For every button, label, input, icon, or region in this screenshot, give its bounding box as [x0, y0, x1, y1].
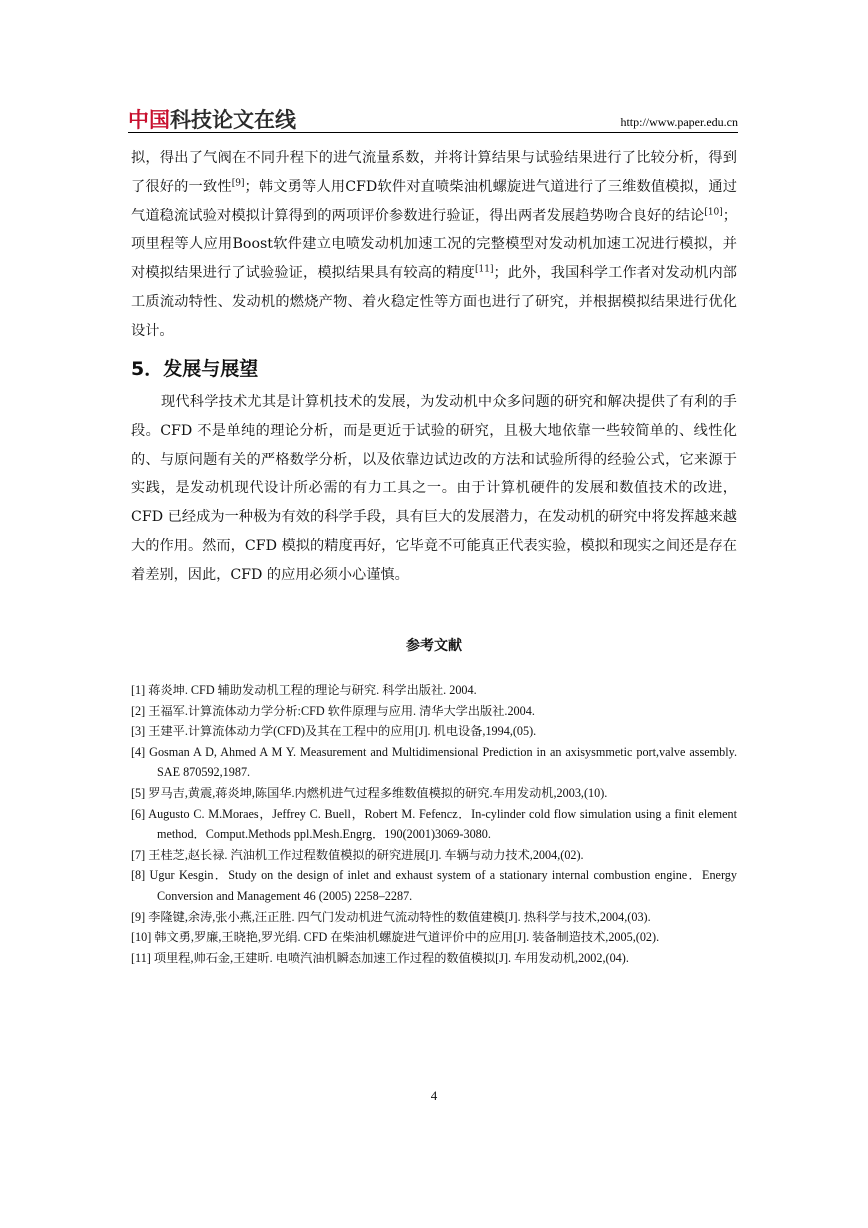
page-number: 4	[430, 1088, 438, 1103]
citation-9: [9]	[231, 178, 245, 189]
logo-dark-text: 科技论文在线	[170, 108, 296, 132]
reference-item: [4] Gosman A D, Ahmed A M Y. Measurement and Multidimensional Prediction in an axisysmmetic port,valve assembly. SAE 870592,1987.	[131, 744, 737, 780]
references-title: 参考文献	[406, 638, 462, 654]
para-text-3: ；项里程等人应用Boost软件建立电喷发动机加速工况的完整模型对发动机加速工况进行模拟，并对模拟结果进行了试验验证，模拟结果具有较高的精度	[131, 207, 737, 282]
reference-item: [3] 王建平.计算流体动力学(CFD)及其在工程中的应用[J]. 机电设备,1994,(05).	[131, 724, 537, 739]
reference-item: [10] 韩文勇,罗廉,王晓艳,罗光绢. CFD 在柴油机螺旋进气道评价中的应用[J]. 装备制造技术,2005,(02).	[131, 930, 660, 945]
header-rule	[128, 132, 738, 133]
site-logo	[128, 104, 296, 134]
citation-11: [11]	[474, 264, 494, 275]
para-text-2: ；韩文勇等人用CFD软件对直喷柴油机螺旋进气道进行了三维数值模拟，通过气道稳流试验对模拟计算得到的两项评价参数进行验证，得出两者发展趋势吻合良好的结论	[131, 178, 737, 224]
header-url: http://www.paper.edu.cn	[620, 115, 738, 129]
reference-item: [9] 李隆键,余涛,张小燕,汪正胜. 四气门发动机进气流动特性的数值建模[J]. 热科学与技术,2004,(03).	[131, 909, 651, 924]
reference-item: [1] 蒋炎坤. CFD 辅助发动机工程的理论与研究. 科学出版社. 2004.	[131, 683, 477, 697]
logo-red-text: 中国	[128, 108, 170, 132]
section-title: 5．发展与展望	[131, 358, 259, 380]
section-paragraph: 现代科学技术尤其是计算机技术的发展，为发动机中众多问题的研究和解决提供了有利的手段。CFD 不是单纯的理论分析，而是更近于试验的研究，且极大地依靠一些较简单的、线性化的、与原问题有关的严格数学分析，以及依靠边试边改的方法和试验所得的经验公式，它来源于实践，是发动机现代设计所必需的有力工具之一。由于计算机硬件的发展和数值技术的改进，CFD 已经成为一种极为有效的科学手段，具有巨大的发展潜力，在发动机的研究中将发挥越来越大的作用。然而，CFD 模拟的精度再好，它毕竟不可能真正代表实验，模拟和现实之间还是存在着差别，因此，CFD 的应用必须小心谨慎。	[131, 394, 737, 583]
reference-item: [8] Ugur Kesgin．Study on the design of inlet and exhaust system of a stationary internal combustion engine．Energy Conversion and Management 46 (2005) 2258–2287.	[131, 868, 737, 903]
references-list	[131, 680, 737, 968]
page-header	[128, 104, 738, 130]
citation-10: [10]	[704, 206, 723, 217]
intro-paragraph	[131, 144, 737, 346]
reference-item: [11] 项里程,帅石金,王建昕. 电喷汽油机瞬态加速工作过程的数值模拟[J]. 车用发动机,2002,(04).	[131, 950, 629, 965]
reference-item: [6] Augusto C. M.Moraes，Jeffrey C. Buell，Robert M. Fefencz．In-cylinder cold flow simulation using a finit element method．Comput.Methods ppl.Mesh.Engrg．190(2001)3069-3080.	[131, 806, 737, 842]
reference-item: [2] 王福军.计算流体动力学分析:CFD 软件原理与应用. 清华大学出版社.2004.	[131, 703, 535, 718]
reference-item: [7] 王桂芝,赵长禄. 汽油机工作过程数值模拟的研究进展[J]. 车辆与动力技术,2004,(02).	[131, 847, 584, 862]
reference-item: [5] 罗马吉,黄震,蒋炎坤,陈国华.内燃机进气过程多维数值模拟的研究.车用发动机,2003,(10).	[131, 785, 608, 800]
para-text-4: ；此外，我国科学工作者对发动机内部工质流动特性、发动机的燃烧产物、着火稳定性等方面也进行了研究，并根据模拟结果进行优化设计。	[131, 265, 737, 339]
para-text-1: 拟，得出了气阀在不同升程下的进气流量系数，并将计算结果与试验结果进行了比较分析，得到了很好的一致性	[131, 150, 737, 195]
